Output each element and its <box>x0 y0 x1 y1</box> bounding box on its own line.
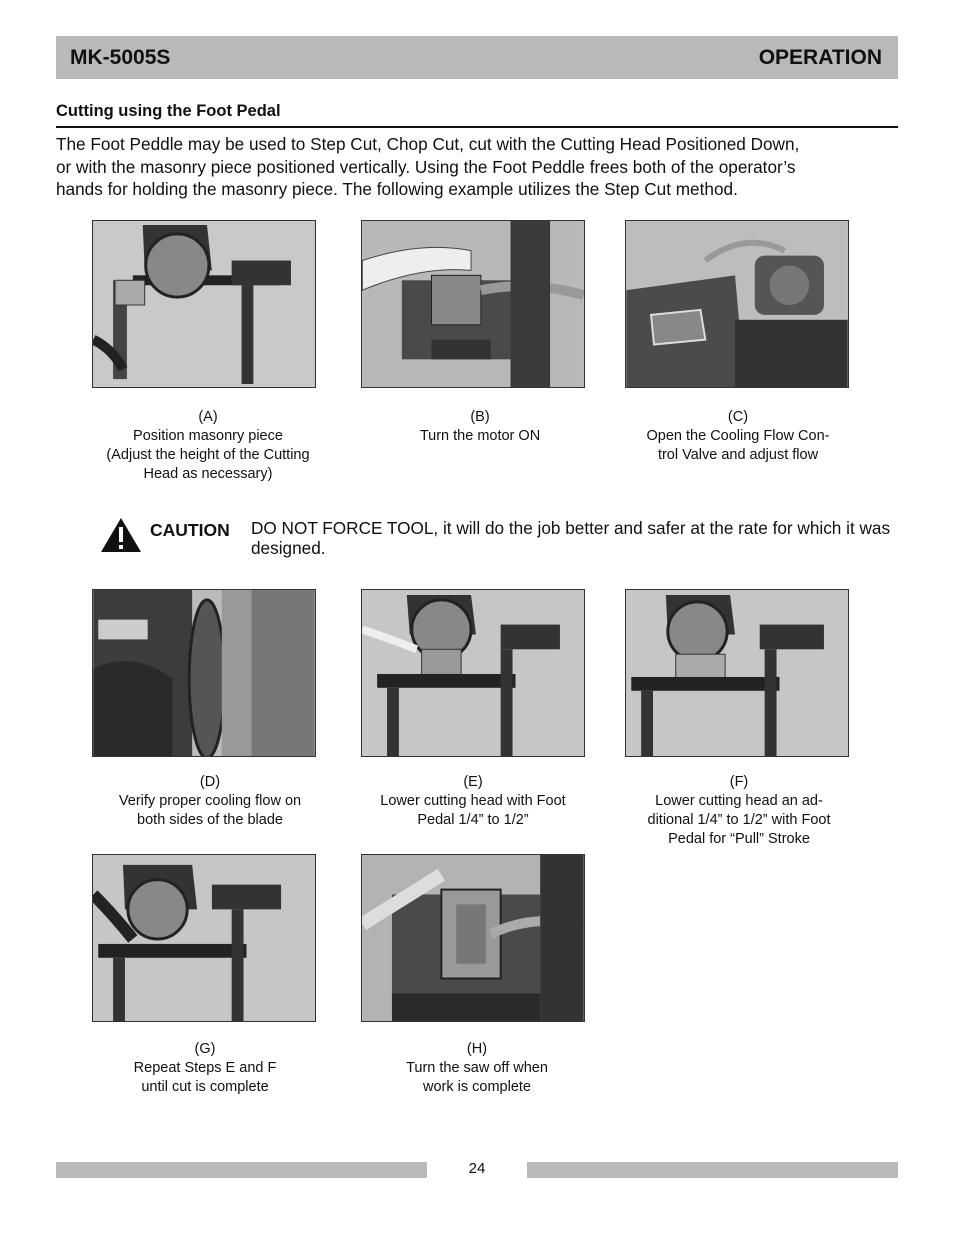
caption-d <box>90 773 330 830</box>
blade-closeup-photo-icon <box>93 590 315 756</box>
caption-line: Lower cutting head with Foot <box>380 793 566 809</box>
caption-line: Position masonry piece <box>133 428 283 444</box>
caption-line: Open the Cooling Flow Con- <box>646 428 830 444</box>
photo-f-pull-stroke <box>625 589 849 757</box>
caption-h <box>357 1040 597 1097</box>
caption-letter: (A) <box>198 409 218 425</box>
model-title: MK-5005S <box>70 45 171 69</box>
motor-switch-photo-icon <box>362 221 584 387</box>
intro-paragraph <box>56 133 898 201</box>
caption-a <box>88 408 328 484</box>
caption-line: ditional 1/4” to 1/2” with Foot <box>647 812 831 828</box>
caption-b <box>360 408 600 446</box>
section-heading: OPERATION <box>758 45 882 69</box>
photo-b-motor <box>361 220 585 388</box>
caption-letter: (B) <box>470 409 490 425</box>
caption-line: Pedal for “Pull” Stroke <box>668 831 810 847</box>
caption-letter: (F) <box>729 774 749 790</box>
repeat-cut-photo-icon <box>93 855 315 1021</box>
caution-text: DO NOT FORCE TOOL, it will do the job better and safer at the rate for which it was designed. <box>251 518 891 558</box>
photo-g-repeat <box>92 854 316 1022</box>
footer-bar-left <box>56 1162 427 1178</box>
pull-stroke-photo-icon <box>626 590 848 756</box>
caption-letter: (D) <box>199 774 221 790</box>
intro-line: hands for holding the masonry piece. The following example utilizes the Step Cut method. <box>56 179 738 199</box>
photo-a-saw <box>92 220 316 388</box>
caption-line: both sides of the blade <box>137 812 283 828</box>
caption-line: Turn the saw off when <box>406 1060 548 1076</box>
caption-letter: (E) <box>463 774 483 790</box>
caution-label: CAUTION <box>150 520 230 540</box>
photo-h-switch-off <box>361 854 585 1022</box>
caption-letter: (H) <box>466 1041 488 1057</box>
caption-e <box>353 773 593 830</box>
intro-line: or with the masonry piece positioned vertically. Using the Foot Peddle frees both of the operator’s <box>56 156 796 177</box>
photo-e-lower-head <box>361 589 585 757</box>
lower-head-photo-icon <box>362 590 584 756</box>
cooling-valve-photo-icon <box>626 221 848 387</box>
caption-f <box>619 773 859 849</box>
caption-line: work is complete <box>423 1079 531 1095</box>
caption-line: trol Valve and adjust flow <box>657 447 819 463</box>
warning-triangle-icon <box>100 517 142 553</box>
footer-bar-right <box>527 1162 898 1178</box>
intro-line: The Foot Peddle may be used to Step Cut, Chop Cut, cut with the Cutting Head Positioned Down, <box>56 134 800 154</box>
caption-line: Repeat Steps E and F <box>133 1060 277 1076</box>
caption-line: Verify proper cooling flow on <box>118 793 302 809</box>
caption-line: until cut is complete <box>141 1079 269 1095</box>
header-bar <box>56 36 898 79</box>
caption-line: Lower cutting head an ad- <box>655 793 823 809</box>
caption-letter: (G) <box>194 1041 216 1057</box>
section-title: Cutting using the Foot Pedal <box>56 102 898 128</box>
page-number: 24 <box>468 1160 486 1177</box>
caption-line: Head as necessary) <box>143 466 273 482</box>
caption-line: Turn the motor ON <box>419 428 541 444</box>
caption-line: (Adjust the height of the Cutting <box>106 447 310 463</box>
photo-d-blade <box>92 589 316 757</box>
saw-photo-icon <box>93 221 315 387</box>
caption-c <box>618 408 858 465</box>
caption-g <box>85 1040 325 1097</box>
caption-letter: (C) <box>727 409 749 425</box>
photo-c-valve <box>625 220 849 388</box>
caption-line: Pedal 1/4” to 1/2” <box>417 812 529 828</box>
switch-off-photo-icon <box>362 855 584 1021</box>
